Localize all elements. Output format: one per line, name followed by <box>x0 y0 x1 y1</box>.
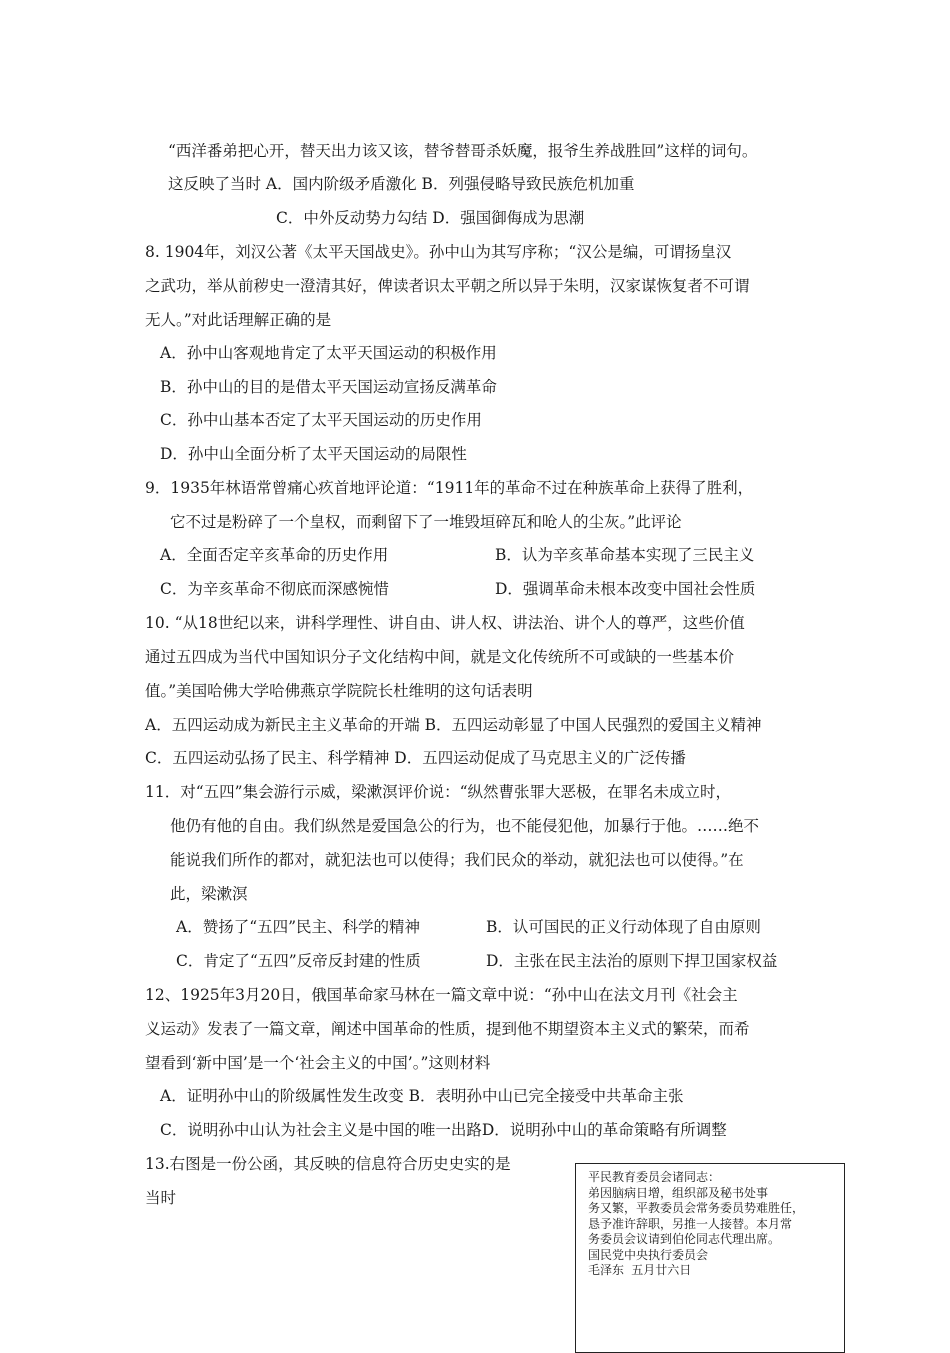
letter-line: 国民党中央执行委员会 <box>588 1247 709 1262</box>
option-a: A．全面否定辛亥革命的历史作用 <box>160 546 389 564</box>
option-d: D．孙中山全面分析了太平天国运动的局限性 <box>160 445 467 463</box>
option-b: B．认可国民的正义行动体现了自由原则 <box>486 918 761 936</box>
options-cd: C．五四运动弘扬了民主、科学精神 D．五四运动促成了马克思主义的广泛传播 <box>145 749 686 767</box>
question-10: 10. “从18世纪以来，讲科学理性、讲自由、讲人权、讲法治、讲个人的尊严，这些价值 <box>145 614 745 632</box>
text-line: “西洋番弟把心开，替天出力该又该，替爷替哥杀妖魔，报爷生养战胜回”这样的词句。 <box>168 142 758 160</box>
letter-line: 弟因脑病日增，组织部及秘书处事 <box>588 1185 769 1200</box>
question-8: 8. 1904年，刘汉公著《太平天国战史》。孙中山为其写序称；“汉公是编，可谓扬皇汉 <box>145 243 732 261</box>
option-c: C．孙中山基本否定了太平天国运动的历史作用 <box>160 411 482 429</box>
text-line: 义运动》发表了一篇文章，阐述中国革命的性质，提到他不期望资本主义式的繁荣，而希 <box>145 1020 750 1038</box>
option-a: A．孙中山客观地肯定了太平天国运动的积极作用 <box>160 344 497 362</box>
text-line: 之武功，举从前秽史一澄清其好，俾读者识太平朝之所以异于朱明，汉家谋恢复者不可谓 <box>145 277 750 295</box>
text-line: 当时 <box>145 1189 177 1207</box>
letter-line: 务又繁，平教委员会常务委员势难胜任， <box>588 1201 805 1215</box>
option-c: C．肯定了“五四”反帝反封建的性质 <box>176 952 421 970</box>
option-b: B．认为辛亥革命基本实现了三民主义 <box>495 546 755 564</box>
letter-line: 恳予准许辞职，另推一人接替。本月常 <box>588 1216 793 1231</box>
text-line: 无人。”对此话理解正确的是 <box>145 311 332 329</box>
options-cd: C．说明孙中山认为社会主义是中国的唯一出路D．说明孙中山的革命策略有所调整 <box>160 1121 727 1139</box>
text-line: C．中外反动势力勾结 D．强国御侮成为思潮 <box>276 209 585 227</box>
option-d: D．强调革命未根本改变中国社会性质 <box>495 580 756 598</box>
question-13: 13.右图是一份公函，其反映的信息符合历史史实的是 <box>145 1155 511 1173</box>
option-c: C．为辛亥革命不彻底而深感惋惜 <box>160 580 389 598</box>
official-letter-box <box>575 1163 845 1353</box>
text-line: 此，梁漱溟 <box>170 885 248 903</box>
text-line: 这反映了当时 A．国内阶级矛盾激化 B．列强侵略导致民族危机加重 <box>168 175 635 193</box>
letter-line: 平民教育委员会诸同志： <box>588 1170 721 1184</box>
text-line: 它不过是粉碎了一个皇权，而剩留下了一堆毁垣碎瓦和呛人的尘灰。”此评论 <box>170 513 682 531</box>
question-11: 11．对“五四”集会游行示威，梁漱溟评价说：“纵然曹张罪大恶极，在罪名未成立时， <box>145 783 731 801</box>
option-a: A．赞扬了“五四”民主、科学的精神 <box>176 918 421 936</box>
text-line: 能说我们所作的都对，就犯法也可以使得；我们民众的举动，就犯法也可以使得。”在 <box>170 851 744 869</box>
text-line: 通过五四成为当代中国知识分子文化结构中间，就是文化传统所不可或缺的一些基本价 <box>145 648 735 666</box>
question-9: 9．1935年林语常曾痛心疚首地评论道：“1911年的革命不过在种族革命上获得了胜利， <box>145 479 754 497</box>
text-line: 值。”美国哈佛大学哈佛燕京学院院长杜维明的这句话表明 <box>145 682 533 700</box>
question-12: 12、1925年3月20日，俄国革命家马林在一篇文章中说：“孙中山在法文月刊《社会主 <box>145 986 738 1004</box>
option-b: B．孙中山的目的是借太平天国运动宣扬反满革命 <box>160 378 497 396</box>
letter-line: 务委员会议请到伯伦同志代理出席。 <box>588 1232 781 1246</box>
option-d: D．主张在民主法治的原则下捍卫国家权益 <box>486 952 778 970</box>
options-ab: A．五四运动成为新民主主义革命的开端 B．五四运动彰显了中国人民强烈的爱国主义精神 <box>145 716 762 734</box>
text-line: 他仍有他的自由。我们纵然是爱国急公的行为，也不能侵犯他，加暴行于他。……绝不 <box>170 817 760 835</box>
options-ab: A．证明孙中山的阶级属性发生改变 B．表明孙中山已完全接受中共革命主张 <box>160 1087 684 1105</box>
letter-line: 毛泽东 五月廿六日 <box>588 1263 692 1277</box>
text-line: 望看到‘新中国’是一个‘社会主义的中国’。”这则材料 <box>145 1054 491 1072</box>
